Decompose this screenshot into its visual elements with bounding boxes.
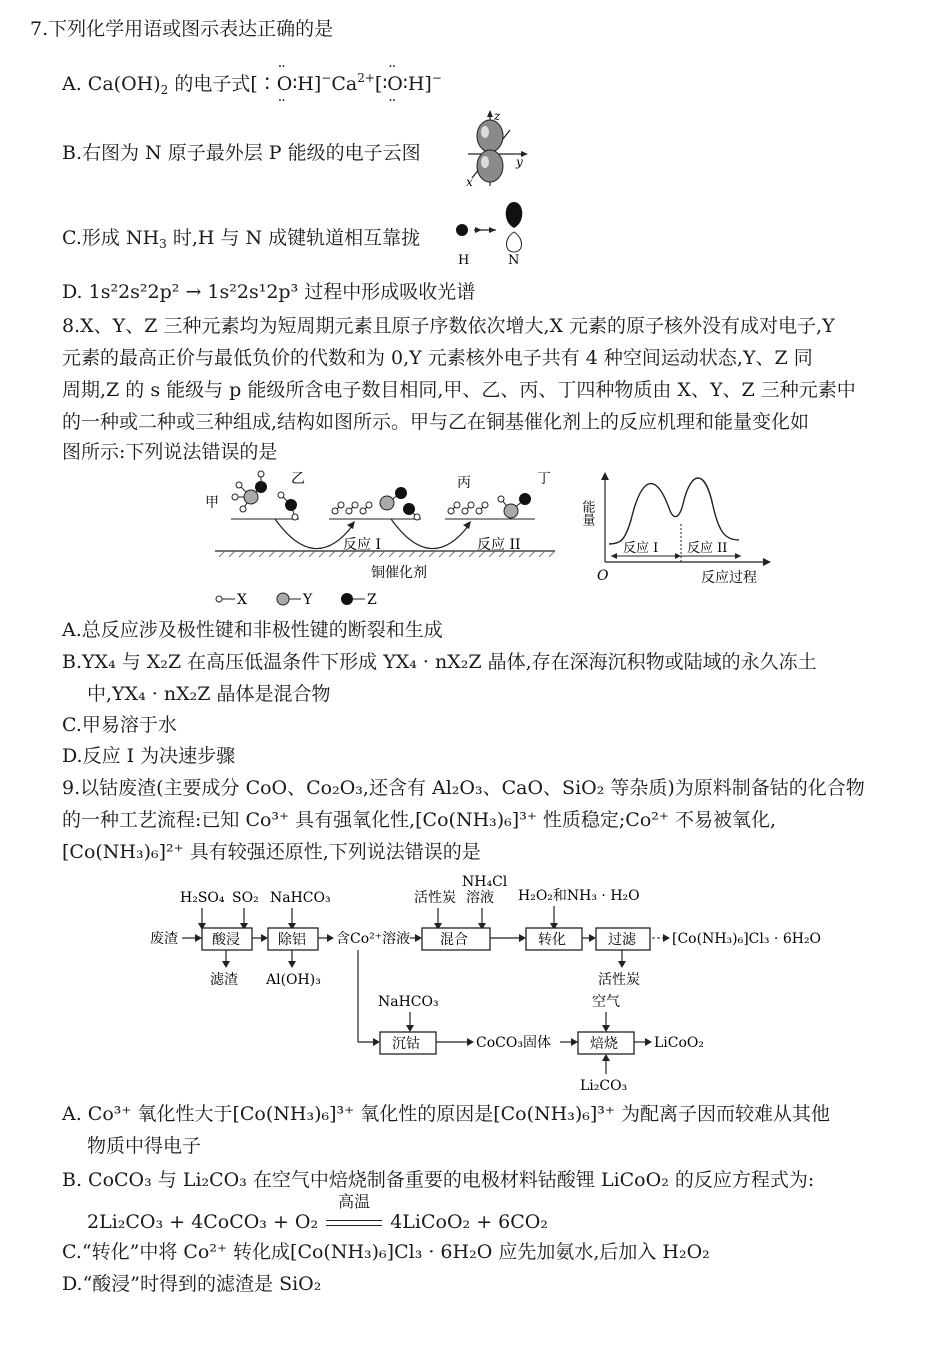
q7-a-colon4: ∶ xyxy=(402,73,408,95)
label-bing: 丙 xyxy=(457,475,471,491)
label-jia: 甲 xyxy=(205,495,219,511)
label-reaction2: 反应 II xyxy=(477,537,521,553)
energy-profile-diagram xyxy=(579,470,785,590)
p-orbital-diagram xyxy=(458,108,538,190)
flow-nh4cl-2: 溶液 xyxy=(466,890,494,906)
q7-a-bracket: [ xyxy=(374,73,383,95)
q9-option-b-equation xyxy=(87,1192,548,1234)
legend-x: X xyxy=(237,592,247,608)
flow-residue: 滤渣 xyxy=(210,972,238,988)
flow-mix: 混合 xyxy=(440,932,468,948)
q7-a-colon1: ∶ xyxy=(257,73,277,95)
segment2-label: 反应 II xyxy=(687,541,728,556)
q8-line3: 周期,Z 的 s 能级与 p 能级所含电子数目相同,甲、乙、丙、丁四种物质由 X、Y、Z 三种元素中 xyxy=(62,379,856,401)
flow-activated-carbon-in: 活性炭 xyxy=(414,890,456,906)
label-h: H xyxy=(458,253,470,268)
flow-acid-leach: 酸浸 xyxy=(212,932,240,948)
q7-option-c xyxy=(62,226,420,256)
flow-so2: SO₂ xyxy=(232,890,259,906)
progress-axis-label: 反应过程 xyxy=(701,570,757,586)
q7-a-h1: H] xyxy=(297,73,322,95)
q7-option-d: D. 1s²2s²2p² → 1s²2s¹2p³ 过程中形成吸收光谱 xyxy=(62,281,476,303)
q7-a-oxygen2: ·· O ·· xyxy=(387,72,403,96)
flow-convert: 转化 xyxy=(538,932,566,948)
q9-line3: [Co(NH₃)₆]²⁺ 具有较强还原性,下列说法错误的是 xyxy=(62,841,481,863)
flow-li2co3: Li₂CO₃ xyxy=(580,1078,628,1094)
flow-co-solution: 含Co²⁺溶液 xyxy=(336,931,411,947)
flow-coco3-solid: CoCO₃固体 xyxy=(476,1035,551,1051)
flow-aloh3: Al(OH)₃ xyxy=(266,972,321,988)
equation-right: 4LiCoO₂ + 6CO₂ xyxy=(390,1211,548,1233)
q7-c-sub: 3 xyxy=(159,237,167,251)
q8-line2: 元素的最高正价与最低负价的代数和为 0,Y 元素核外电子共有 4 种空间运动状态,Y、Z 同 xyxy=(62,347,813,369)
q7-a-oxygen1: ·· O ·· xyxy=(277,72,293,96)
q9-line2: 的一种工艺流程:已知 Co³⁺ 具有强氧化性,[Co(NH₃)₆]³⁺ 性质稳定;Co²⁺ 不易被氧化, xyxy=(62,809,776,831)
flow-h2so4: H₂SO₄ xyxy=(180,890,225,906)
axis-z-label: z xyxy=(494,109,501,123)
segment1-label: 反应 I xyxy=(623,541,659,556)
q7-a-mid: 的电子式[ xyxy=(168,73,258,95)
q8-option-d: D.反应 I 为决速步骤 xyxy=(62,745,236,767)
label-n: N xyxy=(508,253,520,268)
q7-c-rest: 时,H 与 N 成键轨道相互靠拢 xyxy=(166,227,421,249)
reaction-mechanism-diagram xyxy=(195,465,575,613)
flow-waste: 废渣 xyxy=(150,931,178,947)
q8-line5: 图所示:下列说法错误的是 xyxy=(62,441,278,463)
flow-activated-carbon-out: 活性炭 xyxy=(598,972,640,988)
process-flow-diagram xyxy=(140,868,860,1100)
q7-a-colon2: ∶ xyxy=(292,73,298,95)
flow-nh4cl-1: NH₄Cl xyxy=(462,874,508,890)
q8-line4: 的一种或二种或三种组成,结构如图所示。甲与乙在铜基催化剂上的反应机理和能量变化如 xyxy=(62,411,810,433)
q7-a-colon3: ∶ xyxy=(382,73,388,95)
q8-option-c: C.甲易溶于水 xyxy=(62,714,177,736)
q7-a-prefix: A. Ca(OH) xyxy=(62,73,161,95)
energy-axis-label: 能量 xyxy=(579,500,595,526)
q7-a-h2: H] xyxy=(407,73,432,95)
label-reaction1: 反应 I xyxy=(343,537,381,553)
q7-a-ca-sup: 2+ xyxy=(357,71,375,85)
q9-option-d: D.“酸浸”时得到的滤渣是 SiO₂ xyxy=(62,1273,322,1295)
equation-double-line xyxy=(326,1220,382,1226)
axis-y-label: y xyxy=(516,155,523,169)
q7-option-a xyxy=(62,66,442,102)
equation-condition-text: 高温 xyxy=(338,1192,371,1211)
orbital-approach-diagram xyxy=(452,196,532,268)
q7-stem: 7.下列化学用语或图示表达正确的是 xyxy=(30,18,334,40)
flow-air: 空气 xyxy=(592,994,620,1010)
q7-a-charge1: − xyxy=(321,71,332,85)
q7-a-charge2: − xyxy=(431,71,442,85)
flow-remove-al: 除铝 xyxy=(278,932,306,948)
flow-roast: 焙烧 xyxy=(590,1036,618,1052)
flow-nahco3-1: NaHCO₃ xyxy=(270,890,331,906)
flow-precip-co: 沉钴 xyxy=(392,1036,420,1052)
axis-x-label: x xyxy=(466,175,473,189)
flow-nahco3-2: NaHCO₃ xyxy=(378,994,439,1010)
legend-z: Z xyxy=(367,592,377,608)
q7-a-sub: 2 xyxy=(160,83,169,97)
equation-condition xyxy=(324,1192,384,1234)
flow-h2o2-nh3: H₂O₂和NH₃ · H₂O xyxy=(518,888,640,904)
q8-option-a: A.总反应涉及极性键和非极性键的断裂和生成 xyxy=(62,619,443,641)
q7-a-ca: Ca xyxy=(331,73,358,95)
label-catalyst: 铜催化剂 xyxy=(371,565,427,581)
flow-filter: 过滤 xyxy=(608,932,636,948)
q7-c-text: C.形成 NH xyxy=(62,227,160,249)
q9-option-a-line2: 物质中得电子 xyxy=(87,1135,202,1157)
q8-option-b-line2: 中,YX₄ · nX₂Z 晶体是混合物 xyxy=(87,683,331,705)
q7-option-b: B.右图为 N 原子最外层 P 能级的电子云图 xyxy=(62,142,421,164)
label-ding: 丁 xyxy=(537,471,551,487)
flow-licoo2: LiCoO₂ xyxy=(654,1035,705,1051)
flow-product: [Co(NH₃)₆]Cl₃ · 6H₂O xyxy=(672,931,822,947)
q9-line1: 9.以钴废渣(主要成分 CoO、Co₂O₃,还含有 Al₂O₃、CaO、SiO₂ 等杂质)为原料制备钴的化合物 xyxy=(62,777,865,799)
q9-option-a-line1: A. Co³⁺ 氧化性大于[Co(NH₃)₆]³⁺ 氧化性的原因是[Co(NH₃)₆]³⁺ 为配离子因而较难从其他 xyxy=(62,1103,830,1125)
equation-left: 2Li₂CO₃ + 4CoCO₃ + O₂ xyxy=(87,1211,319,1233)
q9-option-c: C.“转化”中将 Co²⁺ 转化成[Co(NH₃)₆]Cl₃ · 6H₂O 应先加氨水,后加入 H₂O₂ xyxy=(62,1241,710,1263)
origin-label: O xyxy=(597,568,609,584)
label-yi: 乙 xyxy=(291,471,305,487)
legend-y: Y xyxy=(303,592,313,608)
q8-line1: 8.X、Y、Z 三种元素均为短周期元素且原子序数依次增大,X 元素的原子核外没有成对电子,Y xyxy=(62,315,835,337)
q9-option-b-line1: B. CoCO₃ 与 Li₂CO₃ 在空气中焙烧制备重要的电极材料钴酸锂 LiCoO₂ 的反应方程式为: xyxy=(62,1169,815,1191)
q8-option-b-line1: B.YX₄ 与 X₂Z 在高压低温条件下形成 YX₄ · nX₂Z 晶体,存在深海沉积物或陆域的永久冻土 xyxy=(62,651,817,673)
